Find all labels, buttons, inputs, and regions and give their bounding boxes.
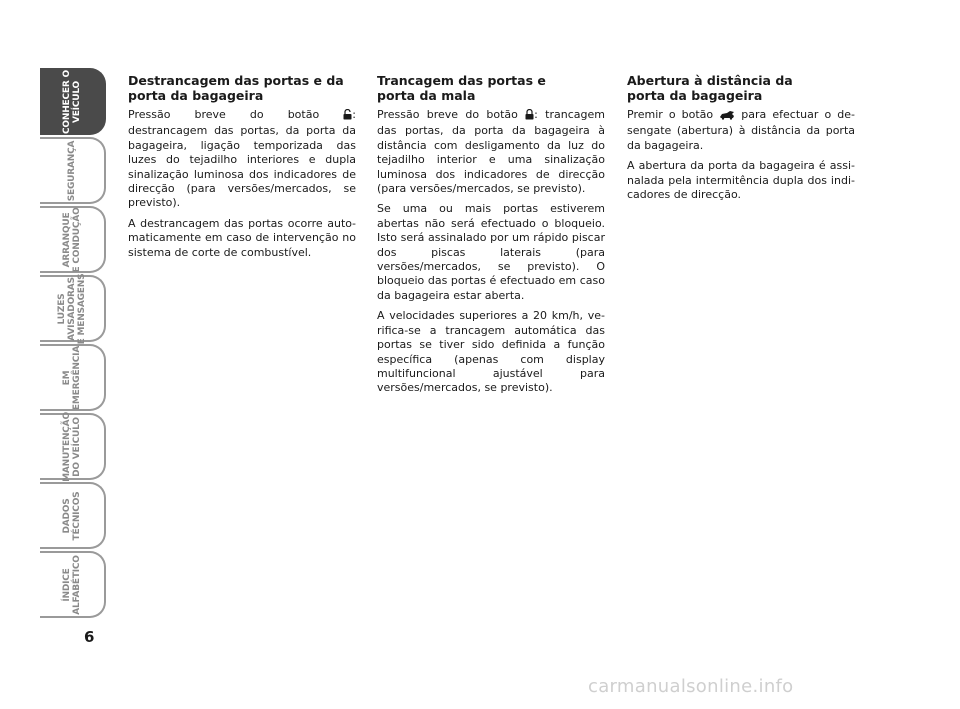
paragraph: A destrancagem das portas ocorre automaticamente em caso de intervenção no sistema de corte de combustível.: [128, 216, 356, 259]
tab-label: DADOS TÉCNICOS: [62, 491, 82, 540]
page-number: 6: [84, 628, 95, 646]
text-run: : trancagem das portas, da porta da bagageira à distância com desligamento da luz do tejadilho interior e uma sinalização luminosa dos indicadores de direcção (para versões/mercados, se previsto).: [377, 108, 605, 196]
side-tab-nav: [40, 68, 106, 620]
text-run: Pressão breve do botão: [377, 108, 526, 121]
column-trancagem: [377, 73, 605, 402]
text-run: : destrancagem das portas, da porta da bagageira, ligação temporizada das luzes do tejadilho interiores e dupla sinalização luminosa dos indicadores de direcção (para versões/mercados, se previsto).: [128, 108, 356, 210]
tab-label: SEGURANÇA: [67, 140, 77, 201]
paragraph: [627, 108, 855, 153]
tab-luzes-avisadoras[interactable]: [40, 275, 106, 342]
tab-em-emergencia[interactable]: [40, 344, 106, 411]
watermark: carmanualsonline.info: [588, 676, 794, 697]
paragraph: [128, 108, 356, 211]
tab-label: LUZES AVISADORAS E MENSAGENS: [57, 273, 87, 344]
column-destrancagem: [128, 73, 356, 266]
tab-seguranca[interactable]: [40, 137, 106, 204]
car-trunk-icon: [719, 110, 735, 124]
tab-label: CONHECER O VEÍCULO: [62, 69, 82, 134]
tab-indice-alfabetico[interactable]: [40, 551, 106, 618]
paragraph: A abertura da porta da bagageira é assinalada pela intermitência dupla dos indicadores de direcção.: [627, 159, 855, 202]
column-abertura: [627, 73, 855, 208]
tab-manutencao-do-veiculo[interactable]: [40, 413, 106, 480]
unlock-icon: [343, 109, 352, 124]
tab-label: ARRANQUE E CONDUÇÃO: [62, 206, 82, 273]
text-run: Pressão breve do botão: [128, 108, 344, 121]
section-heading: Trancagem das portas e porta da mala: [377, 73, 546, 103]
tab-label: EM EMERGÊNCIA: [62, 345, 82, 410]
paragraph: [377, 108, 605, 196]
tab-label: MANUTENÇÃO DO VEÍCULO: [62, 411, 82, 482]
tab-conhecer-o-veiculo[interactable]: [40, 68, 106, 135]
tab-label: ÍNDICE ALFABÉTICO: [62, 554, 82, 615]
section-heading: Abertura à distância da porta da bagageira: [627, 73, 793, 103]
paragraph: A velocidades superiores a 20 km/h, verifica-se a trancagem automática das portas se tiver sido definida a função específica (apenas com display multifuncional ajustável para versões/mercados, se previsto).: [377, 309, 605, 395]
section-heading: Destrancagem das portas e da porta da bagageira: [128, 73, 344, 103]
lock-icon: [525, 109, 534, 124]
text-run: Premir o botão: [627, 108, 720, 121]
tab-arranque-e-conducao[interactable]: [40, 206, 106, 273]
paragraph: Se uma ou mais portas estiverem abertas não será efectuado o bloqueio. Isto será assinalado por um rápido piscar dos piscas laterais (para versões/mercados, se previsto). O bloqueio das portas é efectuado em caso da bagageira estar aberta.: [377, 202, 605, 302]
tab-dados-tecnicos[interactable]: [40, 482, 106, 549]
text-run: para efectuar o desengate (abertura) à distância da porta da bagageira.: [627, 108, 855, 152]
